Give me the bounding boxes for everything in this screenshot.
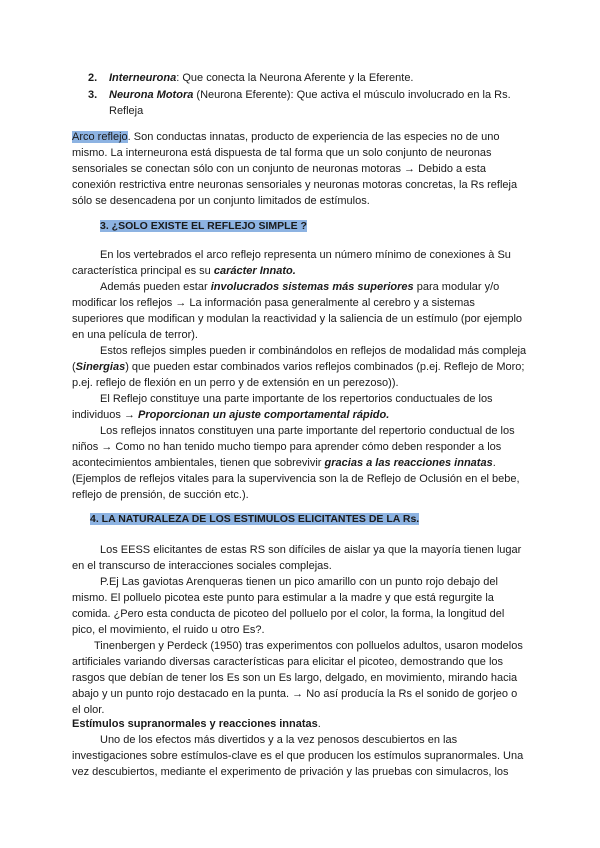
arco-reflejo-text: . Son conductas innatas, producto de experiencia de las especies no de uno mismo. La interneurona está dispuesta de tal forma que un solo conjunto de neuronas sensoriales se conectan sólo con un conjunto de neuronas motoras → Debido a esta conexión restrictiva entre neuronas sensoriales y neuronas motoras concretas, la Rs refleja sólo se desencadena por un conjunto limitados de estímulos. — [72, 131, 518, 207]
section-3-paragraph-5: Los reflejos innatos constituyen una parte importante del repertorio conductual de los niños → Como no han tenido mucho tiempo para aprender cómo deben responder a los acontecimientos ambientales, tienen que sobrevivir gracias a las reacciones innatas. — [72, 425, 515, 469]
list-number: 2. — [88, 72, 98, 84]
term-interneurona: Interneurona — [109, 72, 177, 84]
section-3-body — [72, 247, 527, 503]
section-3-paragraph-6: (Ejemplos de reflejos vitales para la supervivencia son la de Reflejo de Oclusión en el bebe, reflejo de prensión, de succión etc.). — [72, 473, 520, 501]
section-4-paragraph-3: Tinenbergen y Perdeck (1950) tras experimentos con polluelos adultos, usaron modelos artificiales variando diversas características para elicitar el picoteo, demostrando que los rasgos que debían de tener los Es son un Es largo, delgado, en movimiento, mirando hacia abajo y un punto rojo destacado en la punta. → No así producía la Rs el sonido de gorjeo o el olor. — [72, 640, 523, 716]
section-3-paragraph-3: Estos reflejos simples pueden ir combinándolos en reflejos de modalidad más compleja (Sinergias) que pueden estar combinados varios reflejos combinados (p.ej. Reflejo de Moro; p.ej. reflejo de flexión en un perro y de extensión en un perezoso)). — [72, 345, 527, 389]
supranormal-paragraph: Uno de los efectos más divertidos y a la vez penosos descubiertos en las investigaciones sobre estímulos-clave es el que producen los estímulos supranormales. Una vez descubiertos, mediante el experimento de privación y las pruebas con simulacros, los — [72, 734, 524, 778]
list-number: 3. — [88, 89, 98, 101]
definition-interneurona: : Que conecta la Neurona Aferente y la Eferente. — [176, 72, 414, 84]
section-4-body — [72, 542, 527, 718]
supranormal-heading: Estímulos supranormales y reacciones innatas. — [72, 718, 321, 730]
arco-reflejo-paragraph — [72, 129, 527, 209]
arco-reflejo-term: Arco reflejo — [72, 131, 128, 143]
section-4-paragraph-2: P.Ej Las gaviotas Arenqueras tienen un pico amarillo con un punto rojo debajo del mismo. El polluelo picotea este punto para estimular a la madre y que está regurgite la comida. ¿Pero esta conducta de picoteo del polluelo por el color, la forma, la longitud del pico, el movimiento, el ruido u otro Es?. — [72, 576, 505, 636]
section-3-paragraph-2: Además pueden estar involucrados sistemas más superiores para modular y/o modificar los reflejos → La información pasa generalmente al cerebro y a sistemas superiores que modifican y modulan la reactividad y la saliencia de un estímulo (por ejemplo en una película de terror). — [72, 281, 523, 341]
section-3-heading: 3. ¿SOLO EXISTE EL REFLEJO SIMPLE ? — [100, 220, 307, 232]
term-neurona-motora: Neurona Motora — [109, 89, 194, 101]
section-4-heading: 4. LA NATURALEZA DE LOS ESTIMULOS ELICITANTES DE LA Rs. — [90, 513, 420, 525]
section-3-paragraph-4: El Reflejo constituye una parte importante de los repertorios conductuales de los individuos → Proporcionan un ajuste comportamental rápido. — [72, 393, 493, 421]
definition-neurona-motora: (Neurona Eferente): Que activa el músculo involucrado en la Rs. Refleja — [109, 89, 511, 117]
section-4-paragraph-1: Los EESS elicitantes de estas RS son difíciles de aislar ya que la mayoría tienen lugar en el transcurso de interacciones sociales complejas. — [72, 544, 522, 572]
section-3-paragraph-1: En los vertebrados el arco reflejo representa un número mínimo de conexiones à Su característica principal es su carácter Innato. — [72, 249, 511, 277]
